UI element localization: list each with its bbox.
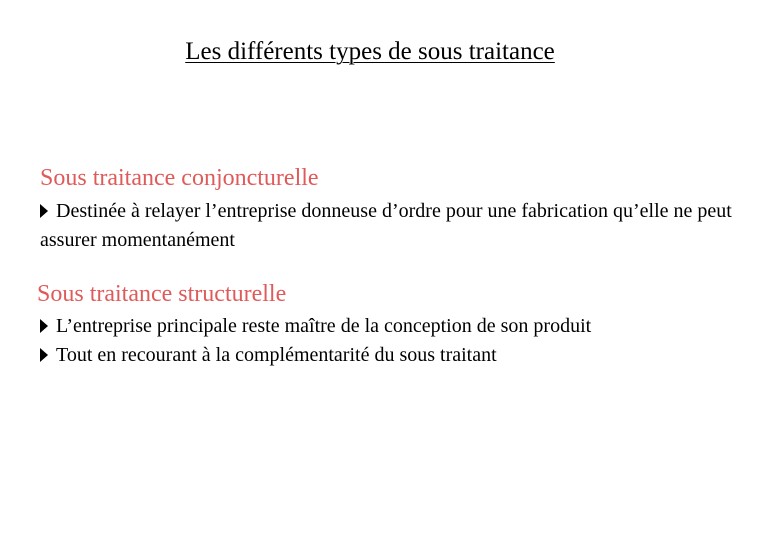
section-heading-conjoncturelle: Sous traitance conjoncturelle	[40, 165, 319, 191]
bullet-text: Destinée à relayer l’entreprise donneuse d’ordre pour une fabrication qu’elle ne peut assurer momentanément	[40, 200, 732, 251]
bullet-list-conjoncturelle	[40, 197, 760, 255]
bullet-text: Tout en recourant à la complémentarité du sous traitant	[56, 344, 497, 366]
bullet-item	[40, 197, 760, 255]
triangle-right-icon	[40, 319, 48, 333]
triangle-right-icon	[40, 204, 48, 218]
bullet-list-structurelle	[40, 312, 760, 370]
section-heading-structurelle: Sous traitance structurelle	[37, 281, 287, 307]
triangle-right-icon	[40, 348, 48, 362]
bullet-item	[40, 341, 760, 370]
bullet-item	[40, 312, 760, 341]
slide-title: Les différents types de sous traitance	[185, 38, 555, 65]
bullet-text: L’entreprise principale reste maître de la conception de son produit	[56, 315, 592, 337]
